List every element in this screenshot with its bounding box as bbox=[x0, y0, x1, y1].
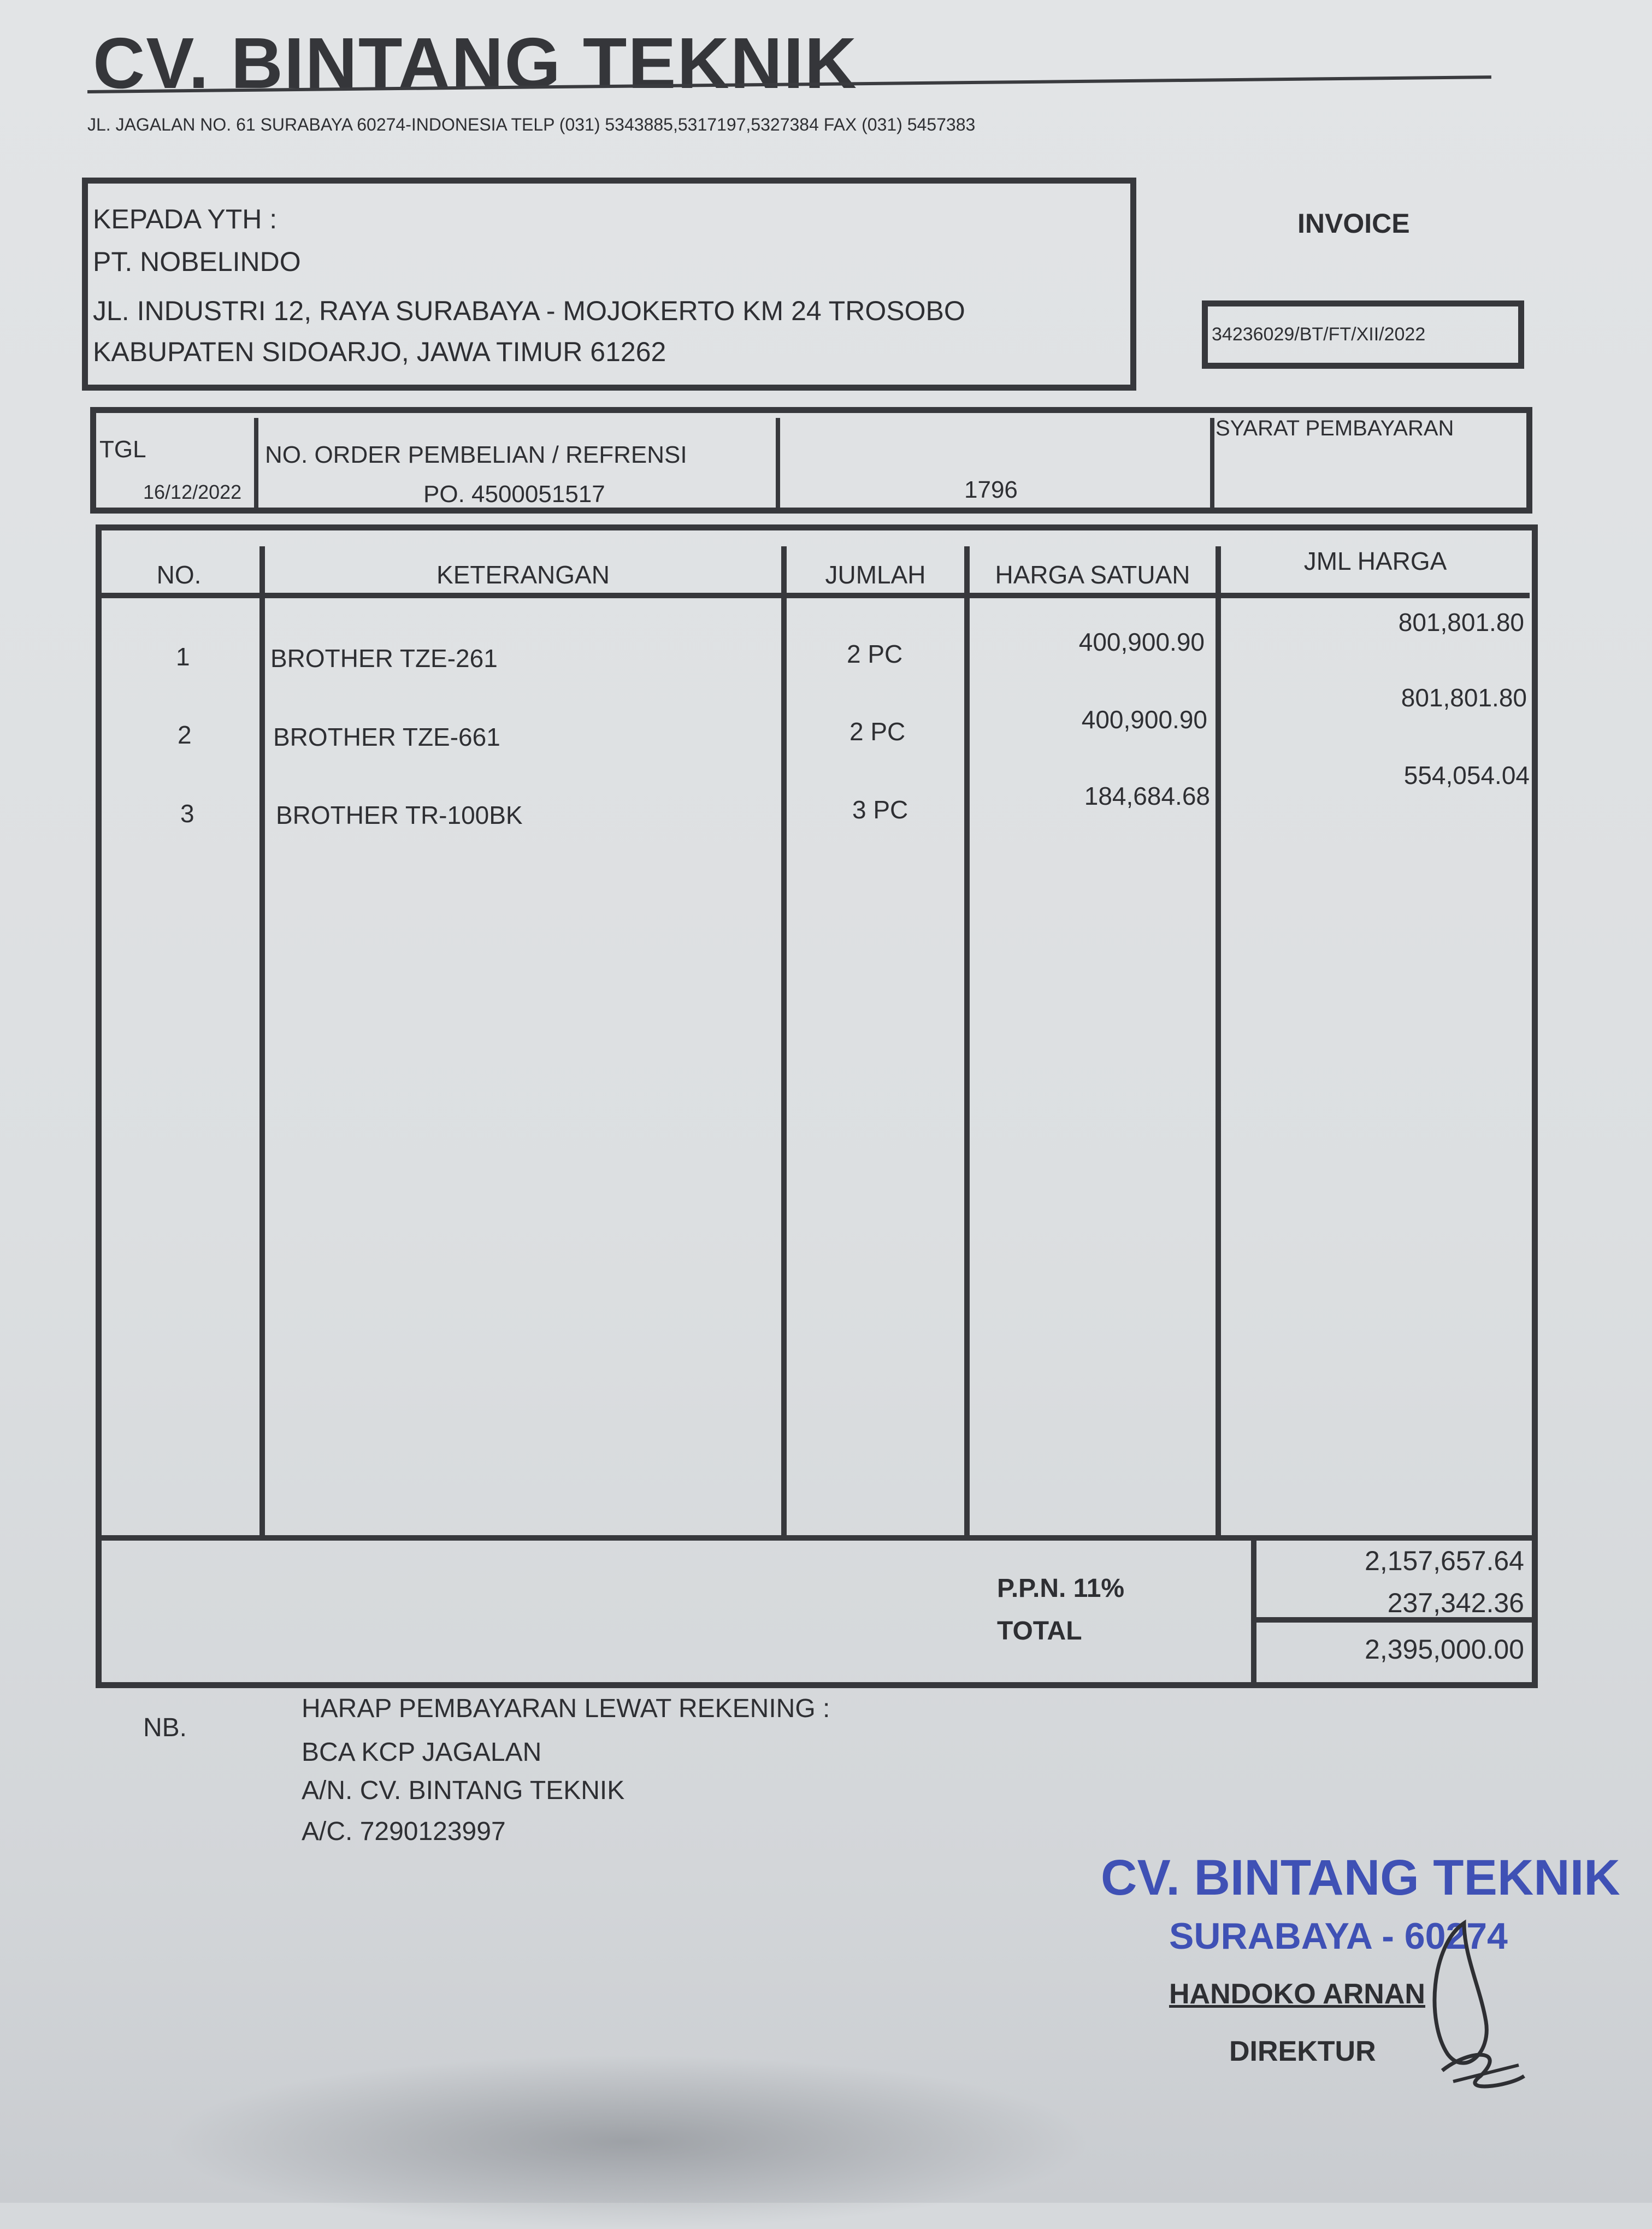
row-description: BROTHER TZE-661 bbox=[273, 723, 500, 751]
column-divider bbox=[1216, 546, 1221, 1535]
row-description: BROTHER TR-100BK bbox=[276, 801, 523, 829]
note-label: NB. bbox=[143, 1713, 187, 1742]
note-line1: HARAP PEMBAYARAN LEWAT REKENING : bbox=[302, 1694, 830, 1723]
info-divider bbox=[1210, 418, 1214, 514]
header-amount: JML HARGA bbox=[1303, 547, 1447, 575]
summary-divider bbox=[98, 1535, 1535, 1541]
table-header-divider bbox=[98, 593, 1530, 598]
signatory-name: HANDOKO ARNAN bbox=[1169, 1978, 1425, 2010]
row-no: 3 bbox=[180, 799, 194, 828]
po-label: NO. ORDER PEMBELIAN / REFRENSI bbox=[265, 441, 687, 468]
header-qty: JUMLAH bbox=[825, 561, 926, 589]
row-amount: 554,054.04 bbox=[1403, 761, 1530, 789]
column-divider bbox=[259, 546, 265, 1535]
note-bank: BCA KCP JAGALAN bbox=[302, 1738, 542, 1767]
row-amount: 801,801.80 bbox=[1398, 608, 1524, 636]
stamp-company: CV. BINTANG TEKNIK bbox=[1101, 1850, 1620, 1906]
subtotal-amount: 2,157,657.64 bbox=[1365, 1546, 1524, 1576]
customer-name: PT. NOBELINDO bbox=[93, 246, 301, 277]
row-qty: 3 PC bbox=[852, 795, 908, 824]
po-number: PO. 4500051517 bbox=[423, 481, 605, 508]
signatory-title: DIREKTUR bbox=[1229, 2036, 1376, 2067]
customer-address-line2: KABUPATEN SIDOARJO, JAWA TIMUR 61262 bbox=[93, 337, 666, 367]
column-divider bbox=[964, 546, 970, 1535]
total-amount: 2,395,000.00 bbox=[1365, 1634, 1524, 1665]
invoice-date: 16/12/2022 bbox=[143, 481, 242, 503]
header-description: KETERANGAN bbox=[436, 561, 610, 589]
total-label: TOTAL bbox=[997, 1617, 1082, 1646]
payment-terms-label: SYARAT PEMBAYARAN bbox=[1216, 416, 1454, 440]
row-qty: 2 PC bbox=[849, 717, 906, 746]
stamp-city: SURABAYA - 60274 bbox=[1169, 1915, 1508, 1957]
row-qty: 2 PC bbox=[847, 640, 903, 668]
company-address: JL. JAGALAN NO. 61 SURABAYA 60274-INDONESIA TELP (031) 5343885,5317197,5327384 FAX (031) 5457383 bbox=[87, 115, 976, 134]
header-no: NO. bbox=[156, 561, 202, 589]
customer-address-line1: JL. INDUSTRI 12, RAYA SURABAYA - MOJOKERTO KM 24 TROSOBO bbox=[93, 296, 965, 326]
invoice-number: 34236029/BT/FT/XII/2022 bbox=[1212, 324, 1426, 345]
invoice-label: INVOICE bbox=[1297, 208, 1410, 239]
photo-shadow bbox=[164, 2054, 1093, 2229]
row-amount: 801,801.80 bbox=[1401, 683, 1527, 712]
info-divider bbox=[776, 418, 780, 514]
date-label: TGL bbox=[99, 436, 146, 463]
note-account-number: A/C. 7290123997 bbox=[302, 1817, 506, 1846]
note-account-name: A/N. CV. BINTANG TEKNIK bbox=[302, 1776, 625, 1805]
tax-amount: 237,342.36 bbox=[1387, 1588, 1524, 1618]
info-divider bbox=[254, 418, 258, 514]
summary-column-divider bbox=[1251, 1535, 1256, 1688]
column-divider bbox=[781, 546, 787, 1535]
customer-label: KEPADA YTH : bbox=[93, 204, 278, 234]
row-unit-price: 400,900.90 bbox=[1081, 705, 1207, 734]
row-no: 1 bbox=[176, 642, 190, 671]
row-unit-price: 400,900.90 bbox=[1078, 628, 1205, 656]
header-unit-price: HARGA SATUAN bbox=[995, 561, 1190, 589]
row-description: BROTHER TZE-261 bbox=[270, 644, 498, 673]
row-unit-price: 184,684.68 bbox=[1084, 782, 1210, 810]
tax-label: P.P.N. 11% bbox=[997, 1574, 1125, 1603]
signature-icon bbox=[1399, 1912, 1530, 2098]
reference-number: 1796 bbox=[964, 476, 1018, 503]
row-no: 2 bbox=[178, 721, 192, 749]
company-title: CV. BINTANG TEKNIK bbox=[93, 23, 858, 103]
